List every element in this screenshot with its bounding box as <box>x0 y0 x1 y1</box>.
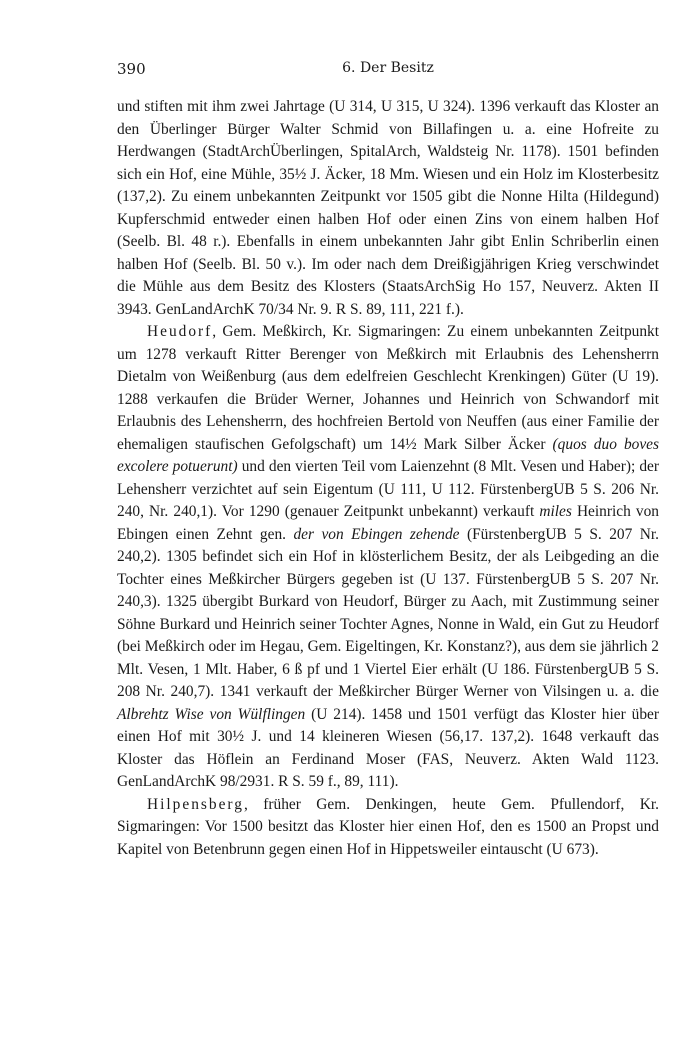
text-run: und stiften mit ihm zwei Jahrtage (U 314, U 315, U 324). 1396 verkauft das Kloster an den Überlinger Bürger Walter Schmid von Billafingen u. a. eine Hofreite zu Herdwangen (StadtArchÜberlingen, SpitalArch, Waldsteig Nr. 1178). 1501 befinden sich ein Hof, eine Mühle, 35½ J. Äcker, 18 Mm. Wiesen und ein Holz im Klosterbesitz (137,2). Zu einem unbekannten Zeitpunkt vor 1505 gibt die Nonne Hilta (Hildegund) Kupferschmid entweder einen halben Hof oder einen Zins von einem halben Hof (Seelb. Bl. 48 r.). Ebenfalls in einem unbekannten Jahr gibt Enlin Schriberlin einen halben Hof (Seelb. Bl. 50 v.). Im oder nach dem Dreißigjährigen Krieg verschwindet die Mühle aus dem Besitz des Klosters (StaatsArchSig Ho 157, Neuverz. Akten II 3943. GenLandArchK 70/34 Nr. 9. R S. 89, 111, 221 f.). <box>117 98 659 318</box>
text-run: und den vierten Teil vom Laienzehnt (8 Mlt. Vesen und Haber); der Lehensherr verzichtet auf sein Eigentum (U 111, U 112. FürstenbergUB 5 S. 206 Nr. 240, Nr. 240,1). Vor 1290 (genauer Zeitpunkt unbekannt) verkauft <box>117 458 659 520</box>
quoted-name-wise: Albrehtz Wise von Wülflingen <box>117 705 306 723</box>
paragraph-continuation <box>117 96 659 321</box>
text-run: , Gem. Meßkirch, Kr. Sigmaringen: Zu einem unbekannten Zeitpunkt um 1278 verkauft Ritter Berenger von Meßkirch mit Erlaubnis des Lehensherrn Dietalm von Weißenburg (aus dem edelfreien Geschlecht Krenkingen) Güter (U 19). 1288 verkaufen die Brüder Werner, Johannes und Heinrich von Schwandorf mit Erlaubnis des Lehensherrn, des hochfreien Bertold von Neuffen (aus einer Familie der ehemaligen staufischen Gefolgschaft) um 14½ Mark Silber Äcker <box>117 323 659 453</box>
latin-quote: (quos duo boves excolere potuerunt) <box>117 435 659 475</box>
quoted-name-zehende: der von Ebingen zehende <box>293 525 460 543</box>
text-run: (FürstenbergUB 5 S. 207 Nr. 240,2). 1305 befindet sich ein Hof in klösterlichem Besitz, der als Leibgeding an die Tochter eines Meßkircher Bürgers gegeben ist (U 137. FürstenbergUB 5 S. 207 Nr. 240,3). 1325 übergibt Burkard von Heudorf, Bürger zu Aach, mit Zustimmung seiner Söhne Burkard und Heinrich seiner Tochter Agnes, Nonne in Wald, ein Gut zu Heudorf (bei Meßkirch oder im Hegau, Gem. Eigeltingen, Kr. Konstanz?), aus dem sie jährlich 2 Mlt. Vesen, 1 Mlt. Haber, 6 ß pf und 1 Viertel Eier erhält (U 186. FürstenbergUB 5 S. 208 Nr. 240,7). 1341 verkauft der Meßkircher Bürger Werner von Vilsingen u. a. die <box>117 525 660 700</box>
page-number: 390 <box>117 60 146 78</box>
paragraph-heudorf <box>117 321 659 794</box>
page-header <box>117 60 659 84</box>
paragraph-hilpensberg <box>117 794 659 862</box>
text-run: Heinrich von Ebingen einen Zehnt gen. <box>117 503 659 543</box>
latin-term-miles: miles <box>539 503 572 520</box>
place-heading-heudorf: Heudorf <box>147 323 213 340</box>
place-heading-hilpensberg: Hilpensberg <box>147 795 244 813</box>
body-text <box>117 96 659 861</box>
running-head: 6. Der Besitz <box>342 60 434 76</box>
text-run: , früher Gem. Denkingen, heute Gem. Pfullendorf, Kr. Sigmaringen: Vor 1500 besitzt das Kloster hier einen Hof, den es 1500 an Propst und Kapitel von Betenbrunn gegen einen Hof in Hippetsweiler eintauscht (U 673). <box>117 795 659 858</box>
text-run: (U 214). 1458 und 1501 verfügt das Kloster hier über einen Hof mit 30½ J. und 14 kleineren Wiesen (56,17. 137,2). 1648 verkauft das Kloster das Höflein an Ferdinand Moser (FAS, Neuverz. Akten Wald 1123. GenLandArchK 98/2931. R S. 59 f., 89, 111). <box>117 705 659 790</box>
